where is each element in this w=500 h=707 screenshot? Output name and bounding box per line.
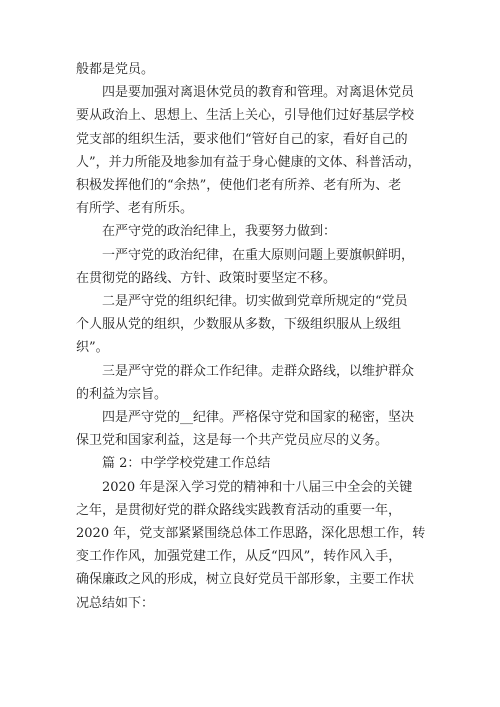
text-line: 2020 年，党支部紧紧围绕总体工作思路，深化思想工作，转 bbox=[76, 526, 426, 542]
text-line: 人”，并力所能及地参加有益于身心健康的文体、科普活动， bbox=[76, 154, 421, 170]
text-line: 2020 年是深入学习党的精神和十八届三中全会的关键 bbox=[102, 479, 413, 495]
text-line: 况总结如下： bbox=[76, 595, 155, 611]
text-line: 积极发挥他们的“余热”，使他们老有所养、老有所为、老 bbox=[76, 178, 402, 194]
text-line: 要从政治上、思想上、生活上关心，引导他们过好基层学校 bbox=[76, 108, 415, 124]
document-body bbox=[76, 58, 432, 615]
text-line: 党支部的组织生活，要求他们“管好自己的家，看好自己的 bbox=[76, 131, 408, 147]
text-line: 确保廉政之风的形成，树立良好党员干部形象，主要工作状 bbox=[76, 572, 415, 588]
paragraph bbox=[76, 58, 432, 81]
text-line: 一严守党的政治纪律，在重大原则问题上要旗帜鲜明， bbox=[102, 247, 415, 263]
text-line: 在严守党的政治纪律上，我要努力做到： bbox=[102, 224, 337, 240]
text-line: 的利益为宗旨。 bbox=[76, 386, 168, 402]
text-line: 四是要加强对离退休党员的教育和管理。对离退休党员 bbox=[102, 85, 415, 101]
text-line: 般都是党员。 bbox=[76, 62, 155, 77]
text-line: 之年，是贯彻好党的群众路线实践教育活动的重要一年， bbox=[76, 502, 402, 518]
text-line: 四是严守党的__纪律。严格保守党和国家的秘密，坚决 bbox=[102, 410, 415, 426]
paragraph bbox=[76, 406, 432, 452]
paragraph bbox=[76, 360, 432, 406]
text-line: 个人服从党的组织，少数服从多数，下级组织服从上级组 bbox=[76, 317, 402, 333]
paragraph bbox=[76, 220, 432, 243]
text-line: 在贯彻党的路线、方针、政策时要坚定不移。 bbox=[76, 270, 337, 286]
text-line: 篇 2：中学学校党建工作总结 bbox=[102, 456, 271, 472]
paragraph bbox=[76, 476, 432, 615]
paragraph bbox=[76, 244, 432, 290]
paragraph bbox=[76, 290, 432, 360]
text-line: 三是严守党的群众工作纪律。走群众路线，以维护群众 bbox=[102, 363, 415, 379]
text-line: 二是严守党的组织纪律。切实做到党章所规定的“党员 bbox=[102, 294, 408, 310]
paragraph bbox=[76, 81, 432, 220]
paragraph bbox=[76, 452, 432, 475]
text-line: 保卫党和国家利益，这是每一个共产党员应尽的义务。 bbox=[76, 433, 389, 449]
text-line: 有所学、老有所乐。 bbox=[76, 201, 194, 217]
text-line: 变工作作风，加强党建工作，从反“四风”，转作风入手， bbox=[76, 549, 402, 565]
text-line: 织”。 bbox=[76, 340, 109, 356]
